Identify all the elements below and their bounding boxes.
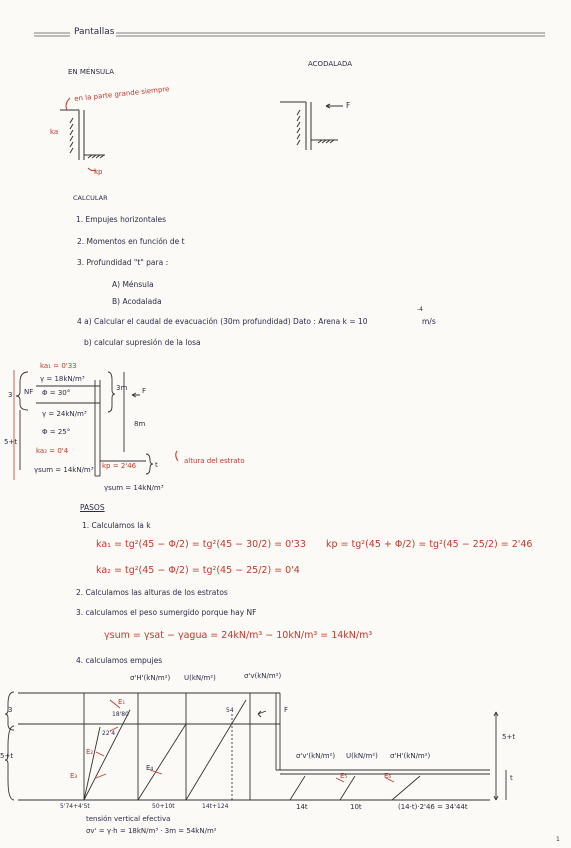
pressure-diagram [5, 692, 506, 800]
soil-gsum-bottom: γsum = 14kN/m³ [104, 484, 164, 492]
soil-nf: NF [24, 388, 34, 396]
soil-phi2: Φ = 25° [42, 428, 71, 436]
pd-sigma-h2: σ'H'(kN/m²) [390, 752, 431, 760]
calcular-item-4b: b) calcular supresión de la losa [84, 338, 201, 347]
mensula-ka-label: ka [50, 128, 59, 136]
pd-sigma-v2: σ'v'(kN/m²) [296, 752, 336, 760]
page-title: Pantallas [74, 27, 115, 37]
pd-caption: tensión vertical efectiva [86, 815, 171, 823]
pd-b2: 50+10t [152, 803, 175, 810]
soil-dim-3: 3 [8, 391, 13, 399]
pd-caption-eq: σv' = γ·h = 18kN/m³ · 3m = 54kN/m² [86, 827, 217, 835]
calcular-item-2: 2. Momentos en función de t [77, 237, 185, 246]
pd-e1: E₁ [118, 698, 126, 706]
mensula-kp-label: kp [94, 168, 103, 176]
soil-ka2: ka₂ = 0'4 [36, 447, 69, 455]
calcular-exponent: -4 [417, 306, 423, 313]
pd-e6: E₆ [384, 772, 392, 780]
acodalada-force: F [346, 101, 351, 110]
pd-sigma-v: σ'v(kN/m²) [244, 672, 282, 680]
pd-b6: (14·t)·2'46 = 34'44t [398, 803, 468, 811]
soil-gsum-left: γsum = 14kN/m³ [34, 466, 94, 474]
mensula-title: EN MÉNSULA [68, 68, 114, 76]
pd-u2: U(kN/m²) [346, 752, 378, 760]
pd-e3: E₃ [70, 772, 78, 780]
soil-kp: kp = 2'46 [102, 462, 137, 470]
calcular-item-4a: 4 a) Calcular el caudal de evacuación (30m profundidad) Dato : Arena k = 10 [77, 317, 368, 326]
acodalada-sketch [280, 102, 343, 150]
pasos-kp-eq: kp = tg²(45 + Φ/2) = tg²(45 − 25/2) = 2'46 [326, 539, 533, 550]
pd-val-224: 22'4 [102, 730, 116, 737]
pd-sigma-h: σ'H'(kN/m²) [130, 674, 171, 682]
calcular-item-3: 3. Profundidad "t" para : [77, 258, 169, 267]
pd-b1: 5'74+4'5t [60, 803, 90, 810]
pasos-gsum-eq: γsum = γsat − γagua = 24kN/m³ − 10kN/m³ = 14kN/m³ [104, 630, 373, 641]
soil-dim-5t: 5+t [4, 438, 18, 446]
mensula-sketch [60, 110, 105, 160]
pd-e4: E₄ [146, 764, 154, 772]
pasos-step4: 4. calculamos empujes [76, 656, 163, 665]
calcular-title: CALCULAR [73, 194, 108, 202]
pd-u: U(kN/m²) [184, 674, 216, 682]
pd-dim-3: 3 [8, 706, 13, 714]
calcular-item-3a: A) Ménsula [112, 280, 154, 289]
soil-profile [16, 372, 153, 476]
calcular-item-3b: B) Acodalada [112, 297, 162, 306]
soil-gamma2: γ = 24kN/m³ [42, 410, 87, 418]
soil-t: t [155, 461, 158, 469]
pd-b5: 10t [350, 803, 362, 811]
soil-dim-8m: 8m [134, 420, 146, 428]
pd-dim-5t: 5+t [0, 752, 14, 760]
soil-force: F [142, 387, 147, 395]
pd-dim-5t-right: 5+t [502, 733, 516, 741]
pd-e2: E₂ [86, 748, 94, 756]
pd-e5: E₅ [340, 772, 348, 780]
calcular-item-1: 1. Empujes horizontales [76, 215, 167, 224]
soil-gamma1: γ = 18kN/m³ [40, 375, 85, 383]
pd-val-54: 54 [226, 707, 234, 714]
pasos-step3: 3. calculamos el peso sumergido porque hay NF [76, 608, 257, 617]
pasos-step1: 1. Calculamos la k [82, 521, 151, 530]
calcular-unit: m/s [422, 317, 436, 326]
pd-b4: 14t [296, 803, 308, 811]
mensula-annotation: en la parte grande siempre [73, 85, 170, 103]
pd-b3: 14t+124 [202, 803, 229, 810]
pd-force: F [284, 706, 289, 714]
pd-dim-t: t [510, 774, 513, 782]
soil-phi1: Φ = 30° [42, 389, 71, 397]
pasos-ka1-eq: ka₁ = tg²(45 − Φ/2) = tg²(45 − 30/2) = 0'33 [96, 539, 306, 550]
pasos-title: PASOS [80, 503, 105, 512]
pd-val-1880: 18'80 [112, 711, 129, 718]
pasos-step2: 2. Calculamos las alturas de los estratos [76, 588, 228, 597]
soil-dim-3m: 3m [116, 384, 128, 392]
soil-altura-note: altura del estrato [184, 457, 245, 465]
soil-ka1: ka₁ = 0'33 [40, 362, 77, 370]
pasos-ka2-eq: ka₂ = tg²(45 − Φ/2) = tg²(45 − 25/2) = 0'4 [96, 565, 300, 576]
acodalada-title: ACODALADA [308, 60, 353, 68]
page-number: 1 [556, 836, 560, 843]
